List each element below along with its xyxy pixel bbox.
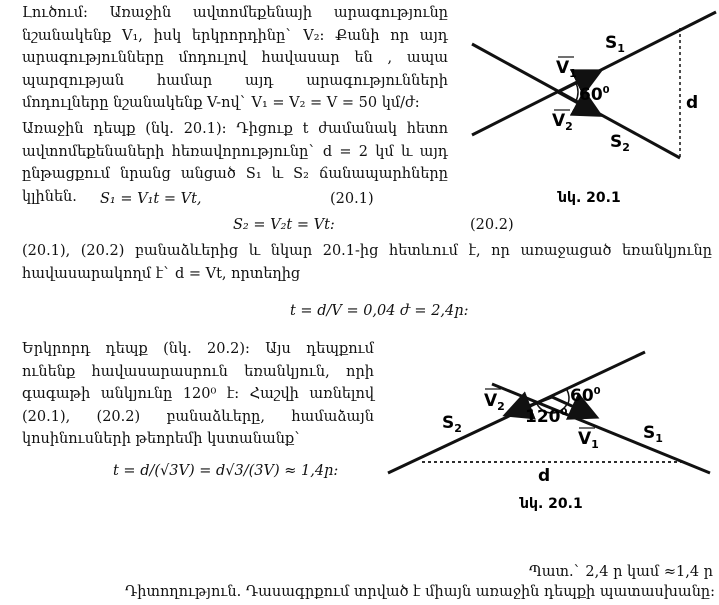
remark: Դիտողություն. Դասագրքում տրված է միայն առաջին դեպքի պատասխանը: — [125, 584, 716, 600]
after-equations-paragraph — [22, 240, 712, 285]
road-line-1 — [388, 352, 645, 473]
label-angle-60: $60^0$ — [579, 85, 610, 105]
after-equations-text: (20.1), (20.2) բանաձևերից և նկար 20.1-ից հետևում է, որ առաջացած եռանկյունը հավասարակողմ է` d = Vt, որտեղից — [22, 243, 712, 282]
equation-time-2 — [113, 460, 338, 483]
equation-20-2 — [233, 214, 335, 237]
equation-20-1-number: (20.1) — [330, 191, 374, 207]
road-line-2 — [492, 384, 710, 473]
label-s2: $S_2$ — [610, 132, 630, 154]
label-s1: $S_1$ — [643, 423, 663, 445]
figure-20-1-caption: նկ. 20.1 — [558, 190, 621, 206]
equation-time-1-formula: t = d/V = 0,04 ժ = 2,4ր: — [290, 303, 469, 319]
label-v1: $V_1$ — [556, 58, 577, 80]
equation-20-2-number: (20.2) — [470, 217, 514, 233]
figure-20-2 — [380, 340, 719, 520]
intro-paragraph — [22, 2, 448, 115]
figure-20-1 — [448, 0, 719, 215]
label-d: d — [686, 93, 699, 113]
equation-20-2-formula: S₂ = V₂t = Vt: — [233, 217, 335, 233]
angle-arc-60 — [567, 390, 569, 404]
label-s2: $S_2$ — [442, 413, 462, 435]
equation-20-1-formula: S₁ = V₁t = Vt, — [100, 191, 202, 207]
case2-paragraph — [22, 338, 374, 451]
case1-text: Առաջին դեպք (նկ. 20.1): Դիցուք t ժամանակ հետո ավտոմեքենաների հեռավորությունը` d = 2 կմ և այդ ընթացքում նրանց անցած S₁ և S₂ ճանապարհները կլինեն. — [22, 121, 448, 205]
answer: Պատ.` 2,4 ր կամ ≈1,4 ր — [529, 564, 713, 580]
label-v2: $V_2$ — [484, 391, 505, 413]
label-v2: $V_2$ — [552, 111, 573, 133]
label-angle-60: $60^0$ — [570, 386, 601, 406]
case1-paragraph — [22, 118, 448, 208]
label-d: d — [538, 466, 551, 486]
case2-text: Երկրորդ դեպք (նկ. 20.2): Այս դեպքում ունենք հավասարասրուն եռանկյուն, որի գագաթի անկյունը 120⁰ է: Հաշվի առնելով (20.1), (20.2) բանաձևերը, համաձայն կոսինուսների թեորեմի կստանանք` — [22, 341, 374, 447]
angle-arc — [576, 83, 578, 101]
equation-20-1 — [100, 188, 202, 211]
figure-20-2-caption: նկ. 20.1 — [520, 496, 583, 512]
label-angle-120: $120^0$ — [525, 407, 568, 427]
intro-text: Լուծում: Առաջին ավտոմեքենայի արագությունը նշանակենք V₁, իսկ երկրորդինը` V₂: Քանի որ այդ արագությունները մոդուլով հավասար են , ապա պարզության համար այդ արագությունների մոդուլները նշանակենք V-ով` V₁ = V₂ = V = 50 կմ/ժ: — [22, 5, 448, 111]
label-v1: $V_1$ — [578, 429, 599, 451]
equation-time-1 — [290, 300, 468, 323]
equation-time-2-formula: t = d/(√3V) = d√3/(3V) ≈ 1,4ր: — [113, 463, 339, 479]
label-s1: $S_1$ — [605, 33, 625, 55]
